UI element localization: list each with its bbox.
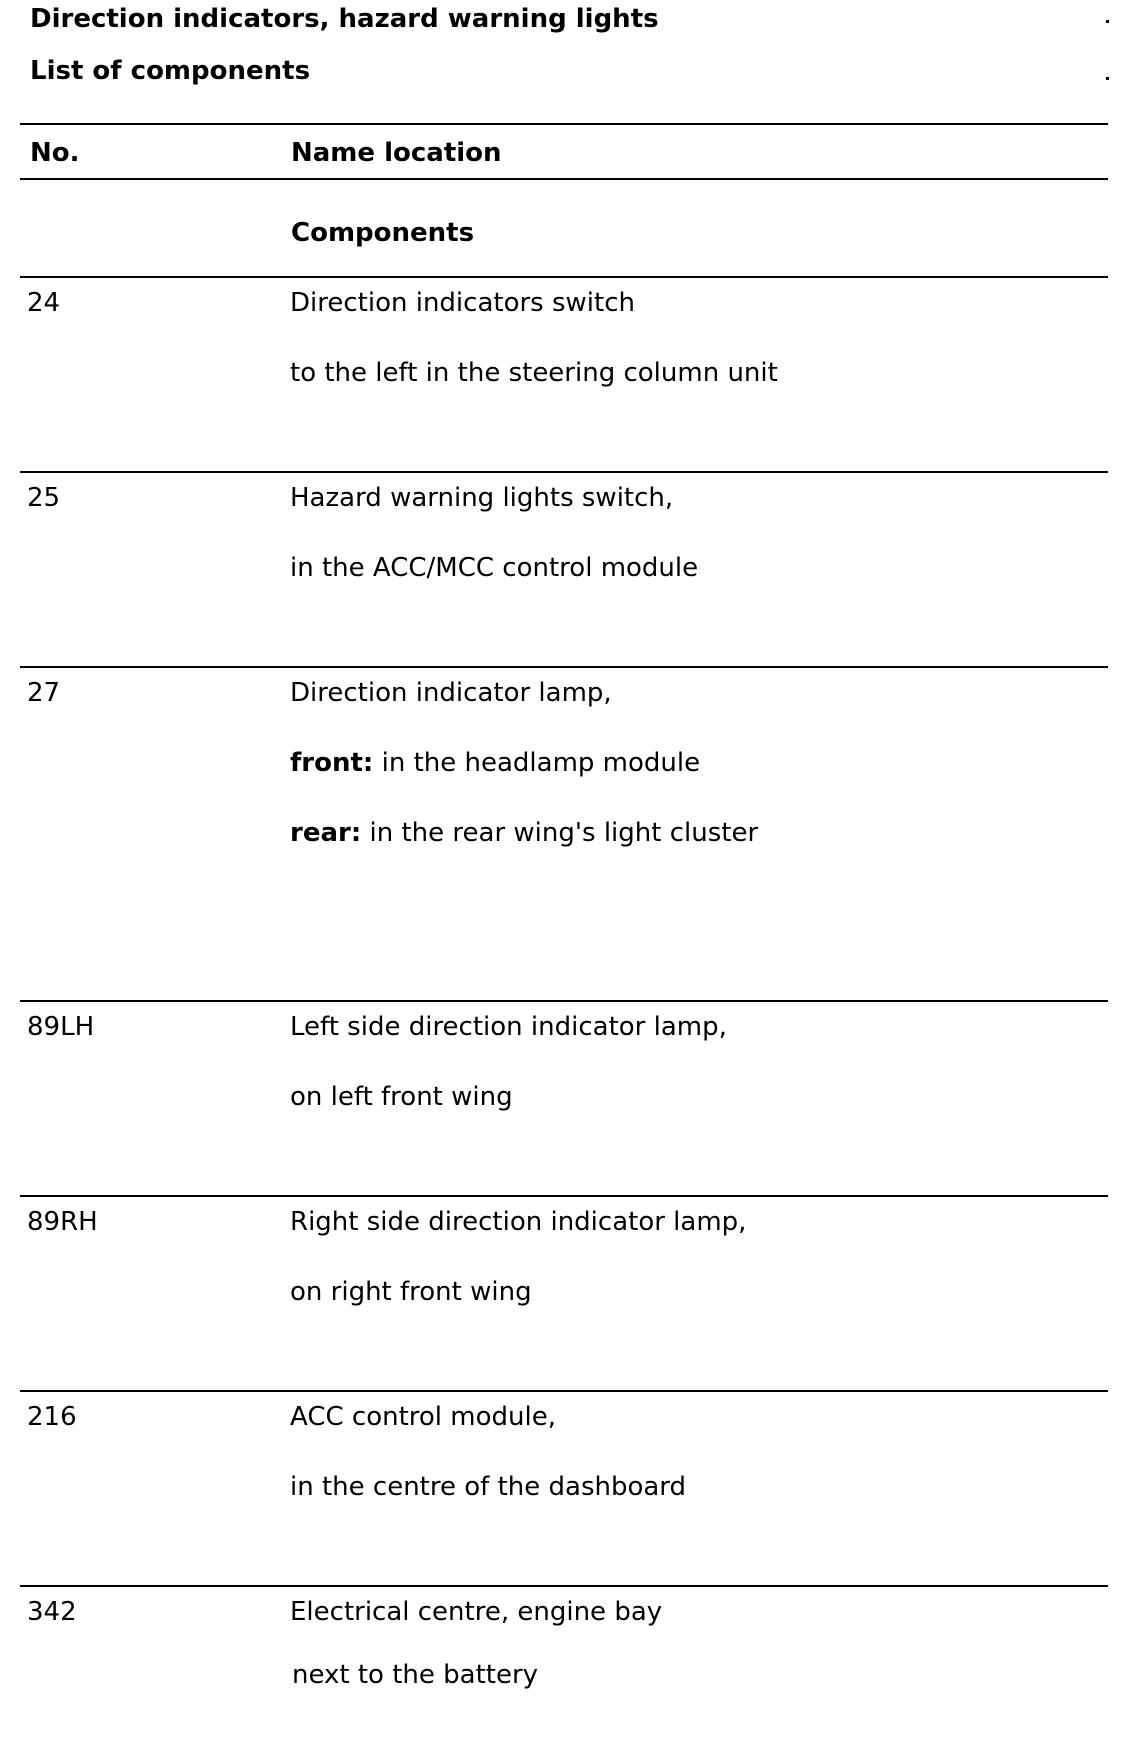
component-description-line (290, 1277, 532, 1307)
component-description-line (290, 678, 612, 708)
component-description-line (290, 1012, 727, 1042)
description-text: Hazard warning lights switch, (290, 483, 674, 513)
description-text: Direction indicator lamp, (290, 678, 612, 708)
location-label: front: (290, 748, 374, 778)
edge-mark (1106, 20, 1109, 23)
column-header-no: No. (30, 138, 80, 168)
row-separator (20, 1585, 1108, 1587)
component-description-line (290, 1597, 662, 1627)
row-separator (20, 1195, 1108, 1197)
description-text: in the headlamp module (373, 748, 701, 778)
description-text: in the centre of the dashboard (290, 1472, 687, 1502)
description-text: to the left in the steering column unit (290, 358, 778, 388)
description-text: in the ACC/MCC control module (290, 553, 699, 583)
component-description-line (290, 553, 698, 583)
row-separator (20, 666, 1108, 668)
component-description-line (290, 1207, 746, 1237)
component-description-line (290, 358, 778, 388)
component-description-line (290, 818, 758, 848)
component-description-line (290, 288, 635, 318)
component-description-line (292, 1660, 538, 1690)
component-description-line (290, 1402, 556, 1432)
description-text: in the rear wing's light cluster (361, 818, 759, 848)
component-description-line (290, 748, 700, 778)
component-description-line (290, 1082, 513, 1112)
page-subtitle: List of components (30, 56, 311, 86)
component-description-line (290, 1472, 686, 1502)
component-number: 27 (27, 678, 61, 708)
edge-mark (1106, 77, 1109, 80)
table-top-rule (20, 123, 1108, 125)
column-header-name-location: Name location (291, 138, 502, 168)
location-label: rear: (290, 818, 362, 848)
description-text: Direction indicators switch (290, 288, 635, 318)
component-number: 216 (27, 1402, 77, 1432)
component-number: 89LH (27, 1012, 95, 1042)
description-text: Electrical centre, engine bay (290, 1597, 663, 1627)
description-text: ACC control module, (290, 1402, 556, 1432)
header-bottom-rule (20, 178, 1108, 180)
description-text: next to the battery (292, 1660, 539, 1690)
description-text: Right side direction indicator lamp, (290, 1207, 747, 1237)
row-separator (20, 471, 1108, 473)
component-number: 24 (27, 288, 61, 318)
component-number: 342 (27, 1597, 77, 1627)
row-separator (20, 1390, 1108, 1392)
row-separator (20, 1000, 1108, 1002)
component-description-line (290, 483, 673, 513)
description-text: on left front wing (290, 1082, 513, 1112)
component-number: 89RH (27, 1207, 98, 1237)
row-separator (20, 276, 1108, 278)
page-title: Direction indicators, hazard warning lights (30, 4, 659, 34)
description-text: Left side direction indicator lamp, (290, 1012, 727, 1042)
section-label: Components (291, 218, 475, 248)
description-text: on right front wing (290, 1277, 532, 1307)
component-number: 25 (27, 483, 61, 513)
